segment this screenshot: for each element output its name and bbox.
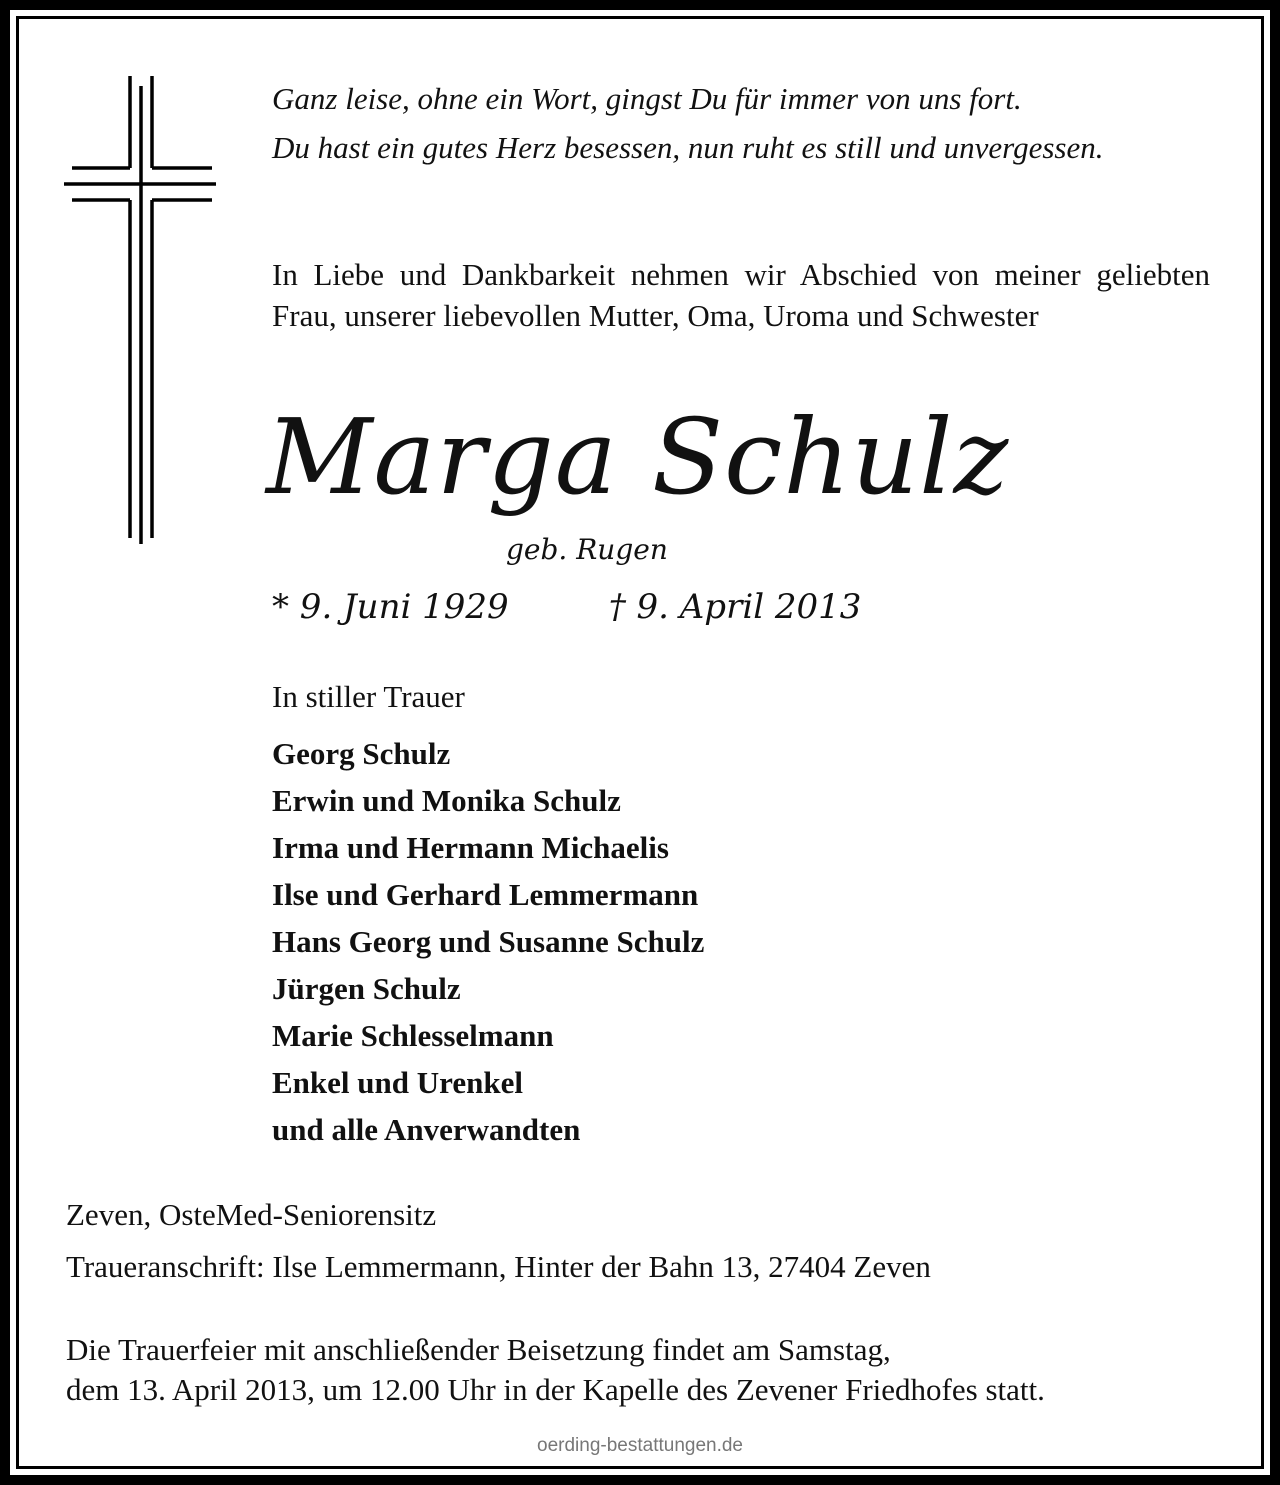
mourner: Hans Georg und Susanne Schulz bbox=[272, 924, 705, 959]
source-footer: oerding-bestattungen.de bbox=[537, 1435, 743, 1456]
intro-text: In Liebe und Dankbarkeit nehmen wir Abschied von meiner geliebten Frau, unserer liebevollen Mutter, Oma, Uroma und Schwester bbox=[272, 257, 1210, 333]
cross-icon bbox=[64, 76, 216, 544]
mourning-title: In stiller Trauer bbox=[272, 679, 465, 714]
mourner: und alle Anverwandten bbox=[272, 1112, 581, 1147]
mourner: Georg Schulz bbox=[272, 736, 451, 771]
ceremony-info bbox=[66, 1330, 1045, 1410]
deceased-name: Marga Schulz bbox=[266, 396, 1010, 518]
place-of-death: Zeven, OsteMed-Seniorensitz bbox=[66, 1197, 437, 1232]
mourner: Enkel und Urenkel bbox=[272, 1065, 523, 1100]
verse bbox=[272, 74, 1232, 172]
verse-line: Ganz leise, ohne ein Wort, gingst Du für immer von uns fort. bbox=[272, 81, 1022, 116]
verse-line: Du hast ein gutes Herz besessen, nun ruht es still und unvergessen. bbox=[272, 130, 1104, 165]
mourner: Jürgen Schulz bbox=[272, 971, 461, 1006]
death-date: † 9. April 2013 bbox=[608, 587, 862, 627]
life-dates bbox=[272, 584, 861, 630]
mourner: Erwin und Monika Schulz bbox=[272, 783, 621, 818]
ceremony-line: Die Trauerfeier mit anschließender Beisetzung findet am Samstag, bbox=[66, 1332, 891, 1367]
maiden-name: geb. Rugen bbox=[506, 533, 668, 566]
mourners-list bbox=[272, 730, 704, 1153]
mourner: Irma und Hermann Michaelis bbox=[272, 830, 669, 865]
mourner: Marie Schlesselmann bbox=[272, 1018, 554, 1053]
birth-date: * 9. Juni 1929 bbox=[272, 587, 509, 627]
mourner: Ilse und Gerhard Lemmermann bbox=[272, 877, 699, 912]
ceremony-line: dem 13. April 2013, um 12.00 Uhr in der Kapelle des Zevener Friedhofes statt. bbox=[66, 1372, 1045, 1407]
mourning-address: Traueranschrift: Ilse Lemmermann, Hinter der Bahn 13, 27404 Zeven bbox=[66, 1249, 931, 1284]
